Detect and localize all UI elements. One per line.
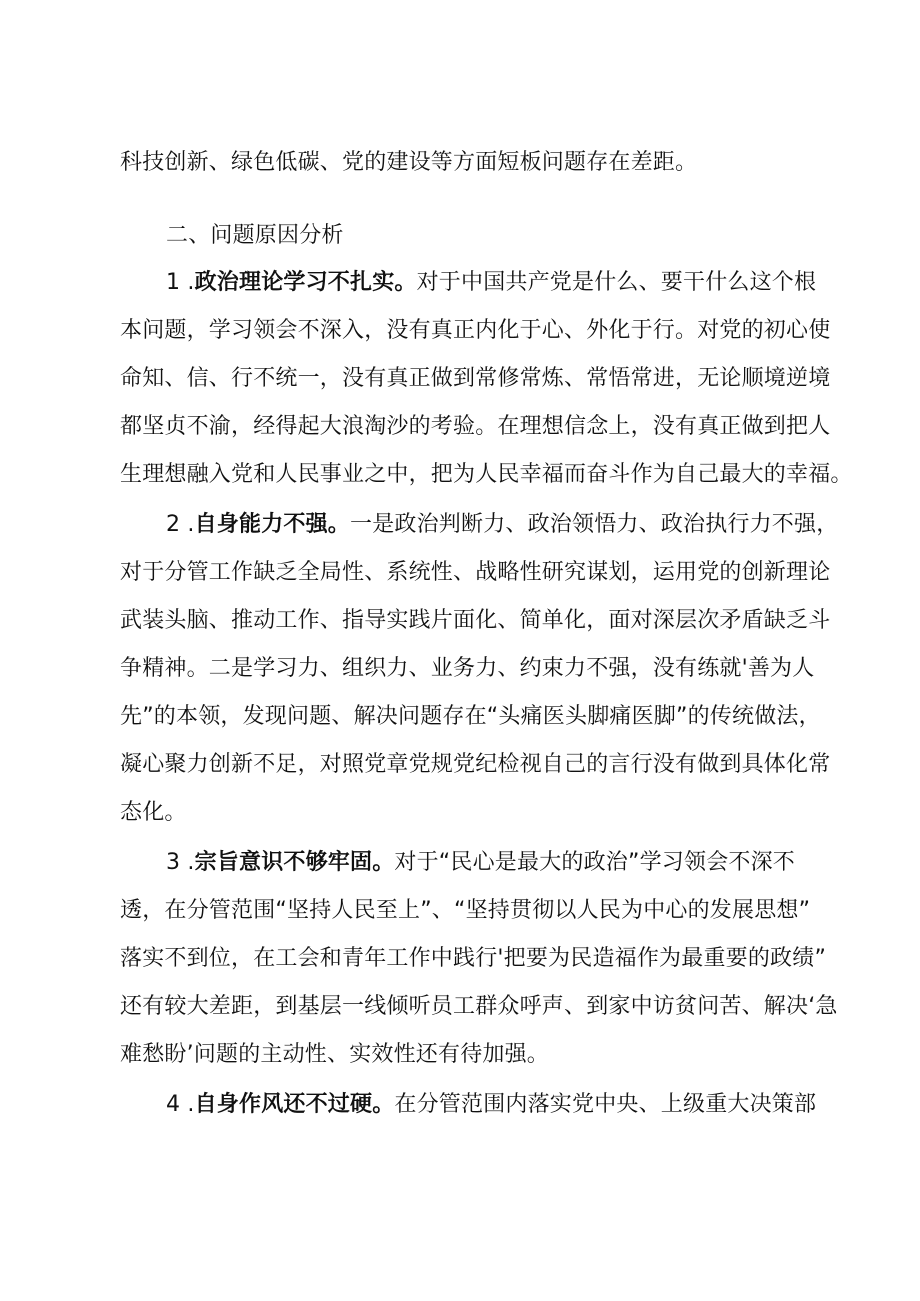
item-4-first-line [166,1090,820,1120]
item-1-first-line [166,268,820,298]
item-3-line: 落实不到位，在工会和青年工作中践行'把要为民造福作为最重要的政绩” [120,946,827,971]
item-3-title: 宗旨意识不够牢固。 [194,850,395,875]
item-2-title: 自身能力不强。 [194,512,350,537]
item-3-line: 还有较大差距，到基层一线倾听员工群众呼声、到家中访贫问苦、解决‘急 [120,994,838,1019]
item-3-line: 透，在分管范围“坚持人民至上”、“坚持贯彻以人民为中心的发展思想” [120,898,811,923]
item-4-title: 自身作风还不过硬。 [194,1092,395,1117]
item-1-line: 本问题，学习领会不深入，没有真正内化于心、外化于行。对党的初心使 [120,318,831,343]
item-4-text: 在分管范围内落实党中央、上级重大决策部 [394,1092,817,1117]
item-2-number: 2 . [166,512,195,537]
item-3-line: 难愁盼’问题的主动性、实效性还有待加强。 [120,1042,549,1067]
item-3-first-line [166,848,820,878]
item-2-line: 态化。 [120,800,187,825]
item-4-number: 4 . [166,1092,195,1117]
item-1-text: 对于中国共产党是什么、要干什么这个根 [416,270,817,295]
item-3-number: 3 . [166,850,195,875]
item-2-line: 先”的本领，发现问题、解决问题存在“头痛医头脚痛医脚”的传统做法， [120,704,821,729]
item-1-title: 政治理论学习不扎实。 [194,270,417,295]
item-2-first-line [166,510,839,540]
item-2-text: 一是政治判断力、政治领悟力、政治执行力不强， [350,512,839,537]
section-heading: 二、问题原因分析 [166,223,344,248]
item-2-line: 凝心聚力创新不足，对照党章党规党纪检视自己的言行没有做到具体化常 [120,752,831,777]
item-1-line: 都坚贞不渝，经得起大浪淘沙的考验。在理想信念上，没有真正做到把人 [120,414,831,439]
paragraph-fragment: 科技创新、绿色低碳、党的建设等方面短板问题存在差距。 [120,150,698,175]
item-1-number: 1 . [166,270,195,295]
item-2-line: 武装头脑、推动工作、指导实践片面化、简单化，面对深层次矛盾缺乏斗 [120,608,831,633]
item-1-line: 命知、信、行不统一，没有真正做到常修常炼、常悟常进，无论顺境逆境 [120,366,831,391]
item-3-text: 对于“民心是最大的政治”学习领会不深不 [394,850,796,875]
item-2-line: 争精神。二是学习力、组织力、业务力、约束力不强，没有练就'善为人 [120,656,815,681]
item-1-line: 生理想融入党和人民事业之中，把为人民幸福而奋斗作为自己最大的幸福。 [120,462,853,487]
item-2-line: 对于分管工作缺乏全局性、系统性、战略性研究谋划，运用党的创新理论 [120,560,831,585]
